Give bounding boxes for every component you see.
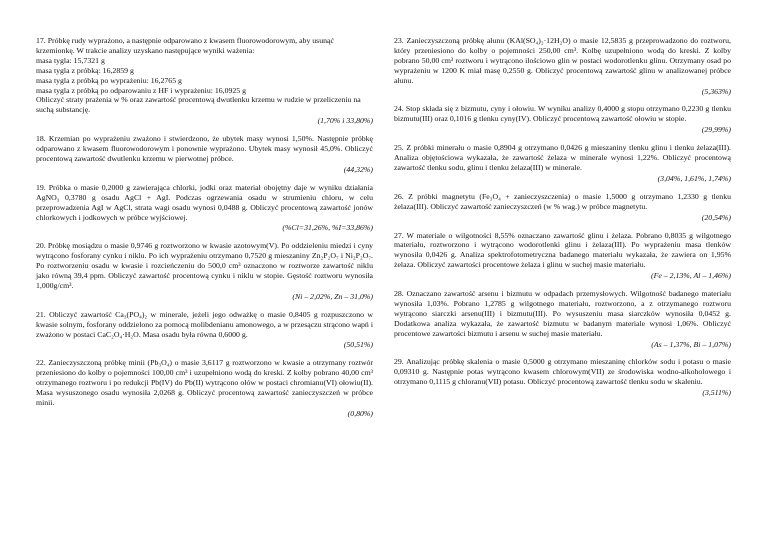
problem-text: 27. W materiale o wilgotności 8,55% oznaczano zawartość glinu i żelaza. Pobrano 0,8035 g wilgotnego materiału, roztworzono i wytrącono wodorotlenki glinu i żelaza(III). Po wyprażeniu masa tlenków wynosiła 0,0426 g. Analiza spektrofotometryczna badanego materiału wykazała, że zawiera on 1,95% żelaza. Obliczyć zawartości procentowe żelaza i glinu w suchej masie materiału. (394, 230, 731, 270)
problem-25 (394, 143, 731, 184)
problem-answer: (44,32%) (343, 164, 373, 174)
problem-text: 20. Próbkę mosiądzu o masie 0,9746 g roztworzono w kwasie azotowym(V). Po oddzieleniu miedzi i cyny wytrącono fosforany cynku i niklu. Po ich wyprażeniu otrzymano 0,7520 g mieszaniny Zn₂P₂O₇ i Ni₂P₂O₇. Po roztworzeniu osadu w kwasie i rozcieńczeniu do 500,0 cm³ oznaczono w roztworze zawartość niklu jako równą 39,4 ppm. Obliczyć zawartość procentową cynku i niklu w stopie. Gęstość roztworu wynosiła 1,000g/cm³. (36, 241, 373, 290)
problem-24 (394, 104, 731, 135)
problem-text: 23. Zanieczyszczoną próbkę ałunu (KAl(SO₄)₂·12H₂O) o masie 12,5835 g przeprowadzono do roztworu, który przeniesiono do kolby o pojemności 250,00 cm³. Kolbę uzupełniono wodą do kreski. Z kolby pobrano 50,00 cm³ roztworu i wytrącono ilościowo glin w postaci wodorotlenku glinu. Otrzymany osad po wyprażeniu w 1200 K miał masę 0,2550 g. Obliczyć procentową zawartość glinu w analizowanej próbce ałunu. (394, 36, 731, 85)
right-column (394, 36, 731, 398)
problem-text: 25. Z próbki minerału o masie 0,8904 g otrzymano 0,0426 g mieszaniny tlenku glinu i tlenku żelaza(III). Analiza objętościowa wykazała, że zawartość żelaza w minerale wynosi 1,22%. Obliczyć procentową zawartość tlenku sodu, glinu i tlenku żelaza(III) w minerale. (394, 143, 731, 172)
problem-text: 22. Zanieczyszczoną próbkę minii (Pb₃O₄) o masie 3,6117 g roztworzono w kwasie a otrzymany roztwór przeniesiono do kolby o pojemności 100,00 cm³ i uzupełniono wodą do kreski. Z kolby pobrano 40,00 cm³ otrzymanego roztworu i po redukcji Pb(IV) do Pb(II) wytrącono ołów w postaci chromianu(VI) ołowiu(II). Masa wysuszonego osadu wynosiła 2,0268 g. Obliczyć procentową zawartość zanieczyszczeń w próbce minii. (36, 358, 373, 407)
problem-29 (394, 357, 731, 398)
problem-text: 24. Stop składa się z bizmutu, cyny i ołowiu. W wyniku analizy 0,4000 g stopu otrzymano 0,2230 g tlenku bizmutu(III) oraz 0,1016 g tlenku cyny(IV). Obliczyć procentową zawartość ołowiu w stopie. (394, 104, 731, 124)
problem-answer: (20,54%) (701, 212, 731, 222)
problem-20 (36, 241, 373, 301)
problem-answer: (0,80%) (347, 408, 373, 418)
problem-18 (36, 134, 373, 175)
problem-text: 29. Analizując próbkę skalenia o masie 0,5000 g otrzymano mieszaninę chlorków sodu i potasu o masie 0,09310 g. Następnie potas wytrącono kwasem chlorowym(VII) ze środowiska wodno-alkoholowego i otrzymano 0,1115 g chloranu(VII) potasu. Obliczyć procentową zawartość tlenku sodu w skaleniu. (394, 357, 731, 387)
problem-answer: (5,363%) (701, 86, 731, 96)
problem-17 (36, 36, 373, 126)
problem-answer: (50,51%) (343, 340, 373, 350)
problem-answer: (3,511%) (702, 388, 731, 398)
problem-22 (36, 358, 373, 418)
problem-19 (36, 183, 373, 234)
problem-answer: (29,99%) (701, 125, 731, 135)
problem-answer: (Fe – 2,13%, Al – 1,46%) (651, 271, 731, 281)
problem-answer: (As – 1,37%, Bi – 1,07%) (651, 339, 731, 349)
problem-text: 21. Obliczyć zawartość Ca₃(PO₄)₂ w minerale, jeżeli jego odważkę o masie 0,8405 g rozpuszczono w kwasie solnym, fosforany oddzielono za pomocą molibdenianu amonowego, a w przesączu strącono wapń i zważono w postaci CaC₂O₄·H₂O. Masa osadu była równa 0,6000 g. (36, 309, 373, 339)
problem-answer: (%Cl=31,26%, %I=33,86%) (282, 223, 373, 233)
problem-text: 28. Oznaczano zawartość arsenu i bizmutu w odpadach przemysłowych. Wilgotność badanego materiału wynosiła 1,03%. Pobrano 1,2785 g wilgotnego materiału, roztworzono, a z otrzymanego roztworu wytrącono siarczki arsenu(III) i bizmutu(III). Po wysuszeniu masa siarczków wynosiła 0,0452 g. Dodatkowa analiza wykazała, że zawartość bizmutu w badanym materiale wynosi 1,06%. Obliczyć procentowe zawartości bizmutu i arsenu w suchej masie materiału. (394, 289, 731, 338)
problem-answer: (Ni – 2,02%, Zn – 31,0%) (292, 291, 373, 301)
problem-text: 18. Krzemian po wyprażeniu zważono i stwierdzono, że ubytek masy wynosi 1,50%. Następnie próbkę odparowano z kwasem fluorowodorowym i ponownie wyprażono. Ubytek masy wynosił 45,0%. Obliczyć procentową zawartość dwutlenku krzemu w pierwotnej próbce. (36, 134, 373, 163)
left-column (36, 36, 373, 419)
problem-26 (394, 192, 731, 223)
problem-28 (394, 289, 731, 349)
problem-text: 26. Z próbki magnetytu (Fe₃O₄ + zanieczyszczenia) o masie 1,5000 g otrzymano 1,2330 g tlenku żelaza(III). Obliczyć zawartość zanieczyszczeń (w % wag.) w próbce magnetytu. (394, 191, 731, 211)
problem-text: 19. Próbka o masie 0,2000 g zawierająca chlorki, jodki oraz materiał obojętny daje w wyniku działania AgNO₃ 0,3780 g osadu AgCl + AgI. Podczas ogrzewania osadu w strumieniu chloru, w celu przeprowadzenia AgI w AgCl, strata wagi osadu wynosi 0,0488 g. Obliczyć procentową zawartość jonów chlorkowych i jodkowych w próbce wyjściowej. (36, 182, 373, 222)
problem-23 (394, 36, 731, 96)
problem-27 (394, 231, 731, 282)
problem-answer: (3,04%, 1,61%, 1,74%) (657, 173, 731, 183)
problem-21 (36, 310, 373, 351)
problem-text: 17. Próbkę rudy wyprażono, a następnie odparowano z kwasem fluorowodorowym, aby usunąć krzemionkę. W trakcie analizy uzyskano następujące wyniki ważenia: masa tygla: 15,7321 g masa tygla z próbką: 16,2859 g masa tygla z próbką po wyprażeniu: 16,2765 g masa tygla z próbką po odparowaniu z HF i wyprażeniu: 16,0925 g Obliczyć straty prażenia w % oraz zawartość procentową dwutlenku krzemu w rudzie w przeliczeniu na suchą substancję. (36, 36, 361, 115)
problem-answer: (1,70% i 33,80%) (317, 116, 373, 126)
